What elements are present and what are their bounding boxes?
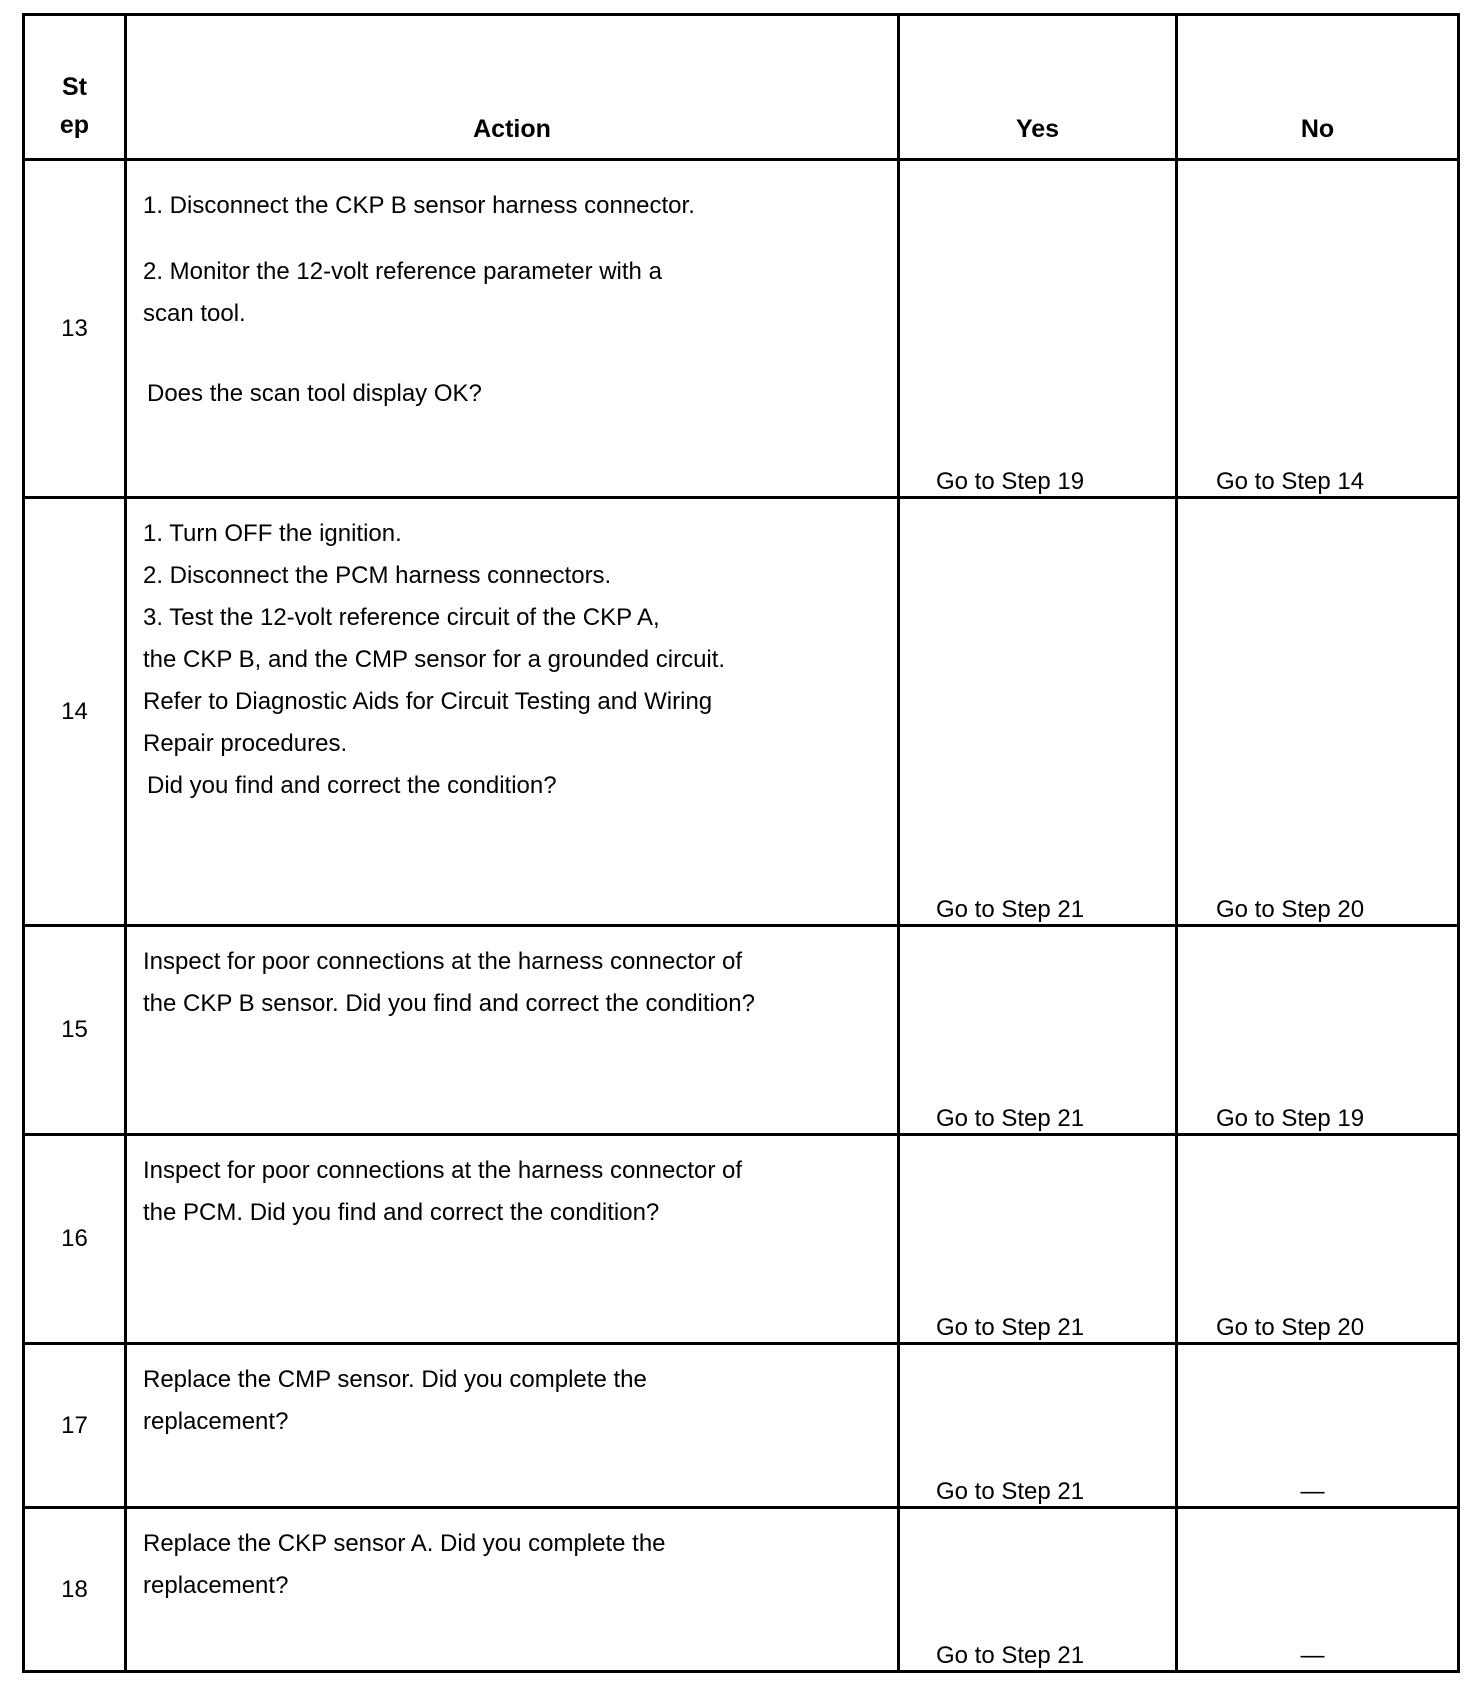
no-result: Go to Step 14: [1216, 468, 1365, 495]
header-action: Action: [126, 15, 899, 160]
yes-cell: [899, 1508, 1177, 1672]
action-line: Refer to Diagnostic Aids for Circuit Testing and Wiring: [143, 688, 713, 715]
step-number: 13: [24, 160, 126, 498]
yes-cell: [899, 926, 1177, 1135]
step-number: 17: [24, 1344, 126, 1508]
no-cell: [1177, 1508, 1459, 1672]
action-line: 1. Disconnect the CKP B sensor harness connector.: [143, 192, 695, 219]
action-line: Replace the CKP sensor A. Did you complete the: [143, 1530, 666, 1557]
no-cell: [1177, 926, 1459, 1135]
no-result: Go to Step 19: [1216, 1105, 1365, 1132]
yes-result: Go to Step 21: [936, 1314, 1085, 1341]
table-row: [24, 926, 1459, 1135]
yes-result: Go to Step 21: [936, 896, 1085, 923]
header-no: No: [1177, 15, 1459, 160]
action-line: replacement?: [143, 1572, 289, 1599]
yes-result: Go to Step 21: [936, 1105, 1085, 1132]
action-cell: [126, 926, 899, 1135]
header-step-line1: St: [62, 73, 87, 101]
table-row: [24, 498, 1459, 926]
no-cell: [1177, 498, 1459, 926]
step-number: 14: [24, 498, 126, 926]
table-row: [24, 1508, 1459, 1672]
no-result: Go to Step 20: [1216, 896, 1365, 923]
action-question: Did you find and correct the condition?: [147, 772, 557, 799]
action-line: 2. Disconnect the PCM harness connectors.: [143, 562, 612, 589]
action-cell: [126, 1508, 899, 1672]
header-step: [24, 15, 126, 160]
action-line: the CKP B, and the CMP sensor for a grounded circuit.: [143, 646, 726, 673]
yes-result: Go to Step 21: [936, 1478, 1085, 1505]
action-cell: [126, 498, 899, 926]
action-line: Inspect for poor connections at the harness connector of: [143, 948, 743, 975]
yes-cell: [899, 160, 1177, 498]
step-number: 15: [24, 926, 126, 1135]
header-row: [24, 15, 1459, 160]
action-line: the CKP B sensor. Did you find and correct the condition?: [143, 990, 755, 1017]
action-cell: [126, 160, 899, 498]
yes-result: Go to Step 19: [936, 468, 1085, 495]
no-cell: [1177, 1344, 1459, 1508]
step-number: 18: [24, 1508, 126, 1672]
action-line: 2. Monitor the 12-volt reference parameter with a: [143, 258, 662, 285]
no-cell: [1177, 1135, 1459, 1344]
action-line: 3. Test the 12-volt reference circuit of the CKP A,: [143, 604, 660, 631]
no-result: Go to Step 20: [1216, 1314, 1365, 1341]
action-line: Inspect for poor connections at the harness connector of: [143, 1157, 743, 1184]
action-line: the PCM. Did you find and correct the condition?: [143, 1199, 660, 1226]
yes-cell: [899, 498, 1177, 926]
no-result: —: [1300, 1642, 1325, 1669]
action-line: replacement?: [143, 1408, 289, 1435]
header-yes: Yes: [899, 15, 1177, 160]
action-line: scan tool.: [143, 300, 246, 327]
header-step-line2: ep: [59, 111, 90, 139]
action-line: Replace the CMP sensor. Did you complete the: [143, 1366, 647, 1393]
diagnostic-table: [22, 13, 1460, 1673]
step-number: 16: [24, 1135, 126, 1344]
table-row: [24, 160, 1459, 498]
action-question: Does the scan tool display OK?: [147, 380, 482, 407]
action-line: 1. Turn OFF the ignition.: [143, 520, 402, 547]
no-result: —: [1300, 1478, 1325, 1505]
table-row: [24, 1135, 1459, 1344]
yes-cell: [899, 1344, 1177, 1508]
yes-cell: [899, 1135, 1177, 1344]
yes-result: Go to Step 21: [936, 1642, 1085, 1669]
action-line: Repair procedures.: [143, 730, 348, 757]
no-cell: [1177, 160, 1459, 498]
action-cell: [126, 1344, 899, 1508]
table-row: [24, 1344, 1459, 1508]
action-cell: [126, 1135, 899, 1344]
